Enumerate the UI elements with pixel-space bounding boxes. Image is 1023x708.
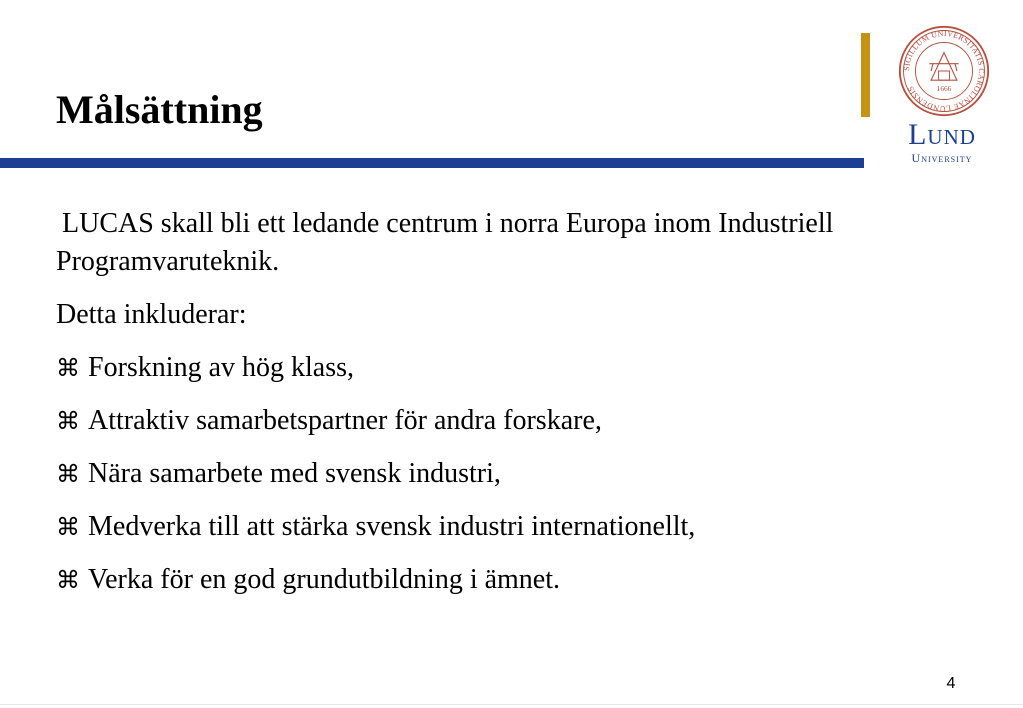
command-key-bullet-icon: ⌘ [56, 354, 80, 382]
lead-paragraph: Detta inkluderar: [56, 299, 247, 330]
command-key-bullet-icon: ⌘ [56, 513, 80, 541]
bullet-list [56, 349, 956, 599]
list-item [56, 349, 956, 387]
title-underline [0, 158, 864, 168]
command-key-bullet-icon: ⌘ [56, 566, 80, 594]
svg-text:1666: 1666 [936, 84, 952, 94]
command-key-bullet-icon: ⌘ [56, 407, 80, 435]
university-seal-icon [898, 25, 990, 117]
logo-university-text [882, 151, 1002, 165]
bullet-text: Verka för en god grundutbildning i ämnet. [88, 564, 561, 595]
command-key-bullet-icon: ⌘ [56, 460, 80, 488]
footer-divider [0, 704, 1023, 705]
logo-name: Lund [908, 118, 976, 151]
list-item [56, 402, 956, 440]
svg-text:SIGILLUM UNIVERSITATIS CAROLIN: SIGILLUM UNIVERSITATIS CAROLINAE LUNDENSIS [901, 28, 986, 114]
bullet-text: Attraktiv samarbetspartner för andra forskare, [88, 405, 602, 436]
bullet-text: Forskning av hög klass, [88, 352, 354, 383]
logo-subtitle: University [911, 151, 973, 165]
slide-title: Målsättning [56, 87, 263, 132]
slide-body [56, 205, 956, 614]
page-number: 4 [946, 675, 956, 692]
bullet-text: Nära samarbete med svensk industri, [88, 458, 501, 489]
bullet-text: Medverka till att stärka svensk industri internationellt, [88, 511, 696, 542]
logo-accent-bar [861, 33, 870, 117]
list-item [56, 508, 956, 546]
logo-lund-text [882, 119, 1002, 151]
lund-university-logo [882, 25, 1002, 175]
intro-paragraph: LUCAS skall bli ett ledande centrum i norra Europa inom Industriell Programvaruteknik. [56, 208, 834, 277]
list-item [56, 561, 956, 599]
list-item [56, 455, 956, 493]
